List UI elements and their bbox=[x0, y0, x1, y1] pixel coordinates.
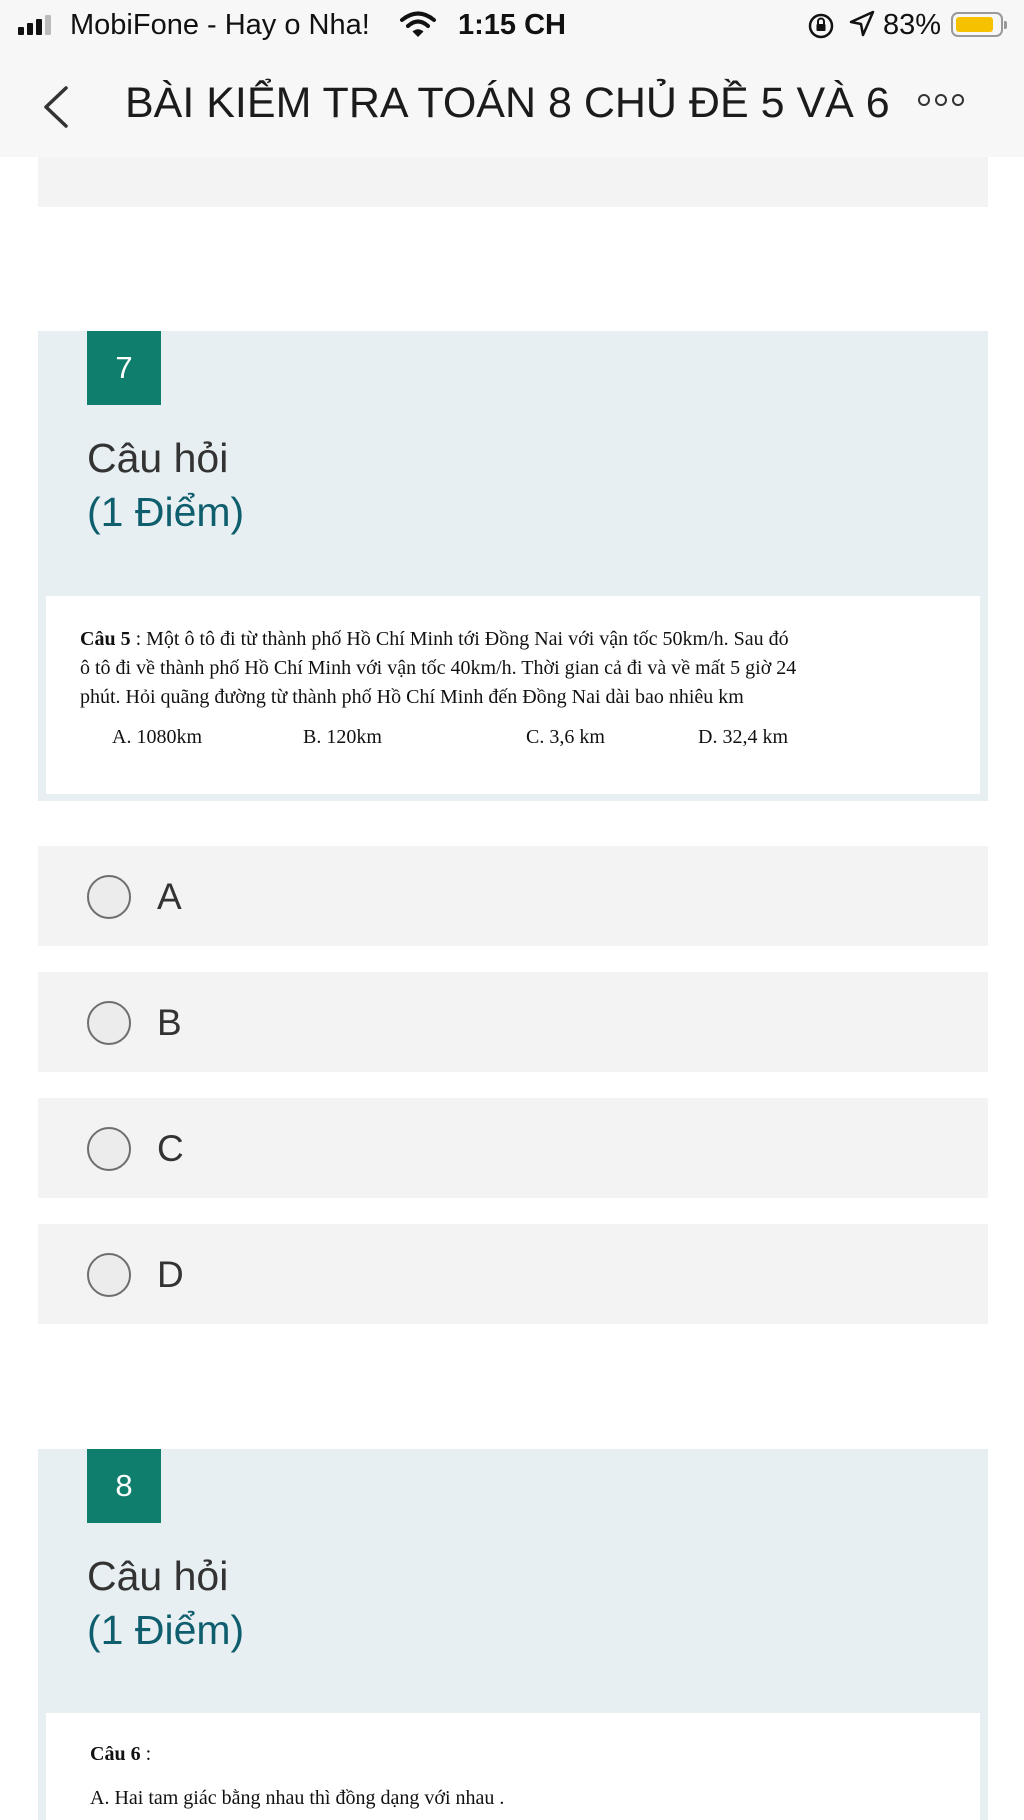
option-b[interactable] bbox=[38, 972, 988, 1072]
question-8-card bbox=[38, 1449, 988, 1820]
question-image: Câu 6 : A. Hai tam giác bằng nhau thì đồng dạng với nhau . bbox=[46, 1713, 980, 1820]
question-text-line: ô tô đi về thành phố Hồ Chí Minh với vận tốc 40km/h. Thời gian cả đi và về mất 5 giờ 24 bbox=[80, 657, 797, 679]
battery-icon bbox=[951, 12, 1003, 37]
question-points: (1 Điểm) bbox=[87, 489, 245, 535]
signal-icon bbox=[18, 15, 51, 35]
more-options-icon[interactable] bbox=[918, 94, 964, 106]
answer-choice-d: D. 32,4 km bbox=[698, 726, 788, 748]
status-bar bbox=[0, 0, 1024, 52]
answer-choice-a: A. 1080km bbox=[112, 726, 202, 748]
nav-bar bbox=[0, 52, 1024, 157]
option-d[interactable] bbox=[38, 1224, 988, 1324]
answer-choice-c: C. 3,6 km bbox=[526, 726, 605, 748]
question-label: Câu 5 bbox=[80, 628, 131, 650]
page-title: BÀI KIỂM TRA TOÁN 8 CHỦ ĐỀ 5 VÀ 6 bbox=[125, 79, 890, 127]
question-text-line: Một ô tô đi từ thành phố Hồ Chí Minh tới Đồng Nai với vận tốc 50km/h. Sau đó bbox=[146, 628, 789, 650]
radio-button[interactable] bbox=[87, 1253, 131, 1297]
wifi-icon bbox=[400, 10, 436, 48]
question-number-badge: 8 bbox=[87, 1449, 161, 1523]
question-number-badge: 7 bbox=[87, 331, 161, 405]
back-icon[interactable] bbox=[38, 82, 74, 137]
orientation-lock-icon bbox=[806, 11, 836, 49]
option-a[interactable] bbox=[38, 846, 988, 946]
option-label: C bbox=[157, 1128, 184, 1169]
question-image: Câu 5 : Một ô tô đi từ thành phố Hồ Chí Minh tới Đồng Nai với vận tốc 50km/h. Sau đó ô tô đi về thành phố Hồ Chí Minh với vận tốc 40km/h. Thời gian cả đi và về mất 5 giờ 24 phút. Hỏi quãng đường từ thành phố Hồ Chí Minh đến Đồng Nai dài bao nhiêu km A. 1080km B. 120km C. 3,6 km D. 32,4 km bbox=[46, 596, 980, 794]
question-text-line: A. Hai tam giác bằng nhau thì đồng dạng với nhau . bbox=[90, 1787, 505, 1809]
question-title: Câu hỏi bbox=[87, 1553, 229, 1599]
option-label: D bbox=[157, 1254, 184, 1295]
question-title: Câu hỏi bbox=[87, 435, 229, 481]
radio-button[interactable] bbox=[87, 875, 131, 919]
question-text-line: phút. Hỏi quãng đường từ thành phố Hồ Chí Minh đến Đồng Nai dài bao nhiêu km bbox=[80, 686, 744, 708]
option-c[interactable] bbox=[38, 1098, 988, 1198]
answer-choice-b: B. 120km bbox=[303, 726, 382, 748]
battery-percent: 83% bbox=[883, 9, 942, 41]
radio-button[interactable] bbox=[87, 1001, 131, 1045]
radio-button[interactable] bbox=[87, 1127, 131, 1171]
option-label: B bbox=[157, 1002, 182, 1043]
question-7-card bbox=[38, 331, 988, 801]
location-arrow-icon bbox=[848, 9, 876, 47]
carrier-name: MobiFone - Hay o Nha! bbox=[70, 9, 370, 41]
clock: 1:15 CH bbox=[458, 9, 566, 41]
question-points: (1 Điểm) bbox=[87, 1607, 245, 1653]
question-label: Câu 6 bbox=[90, 1743, 141, 1765]
option-label: A bbox=[157, 876, 182, 917]
